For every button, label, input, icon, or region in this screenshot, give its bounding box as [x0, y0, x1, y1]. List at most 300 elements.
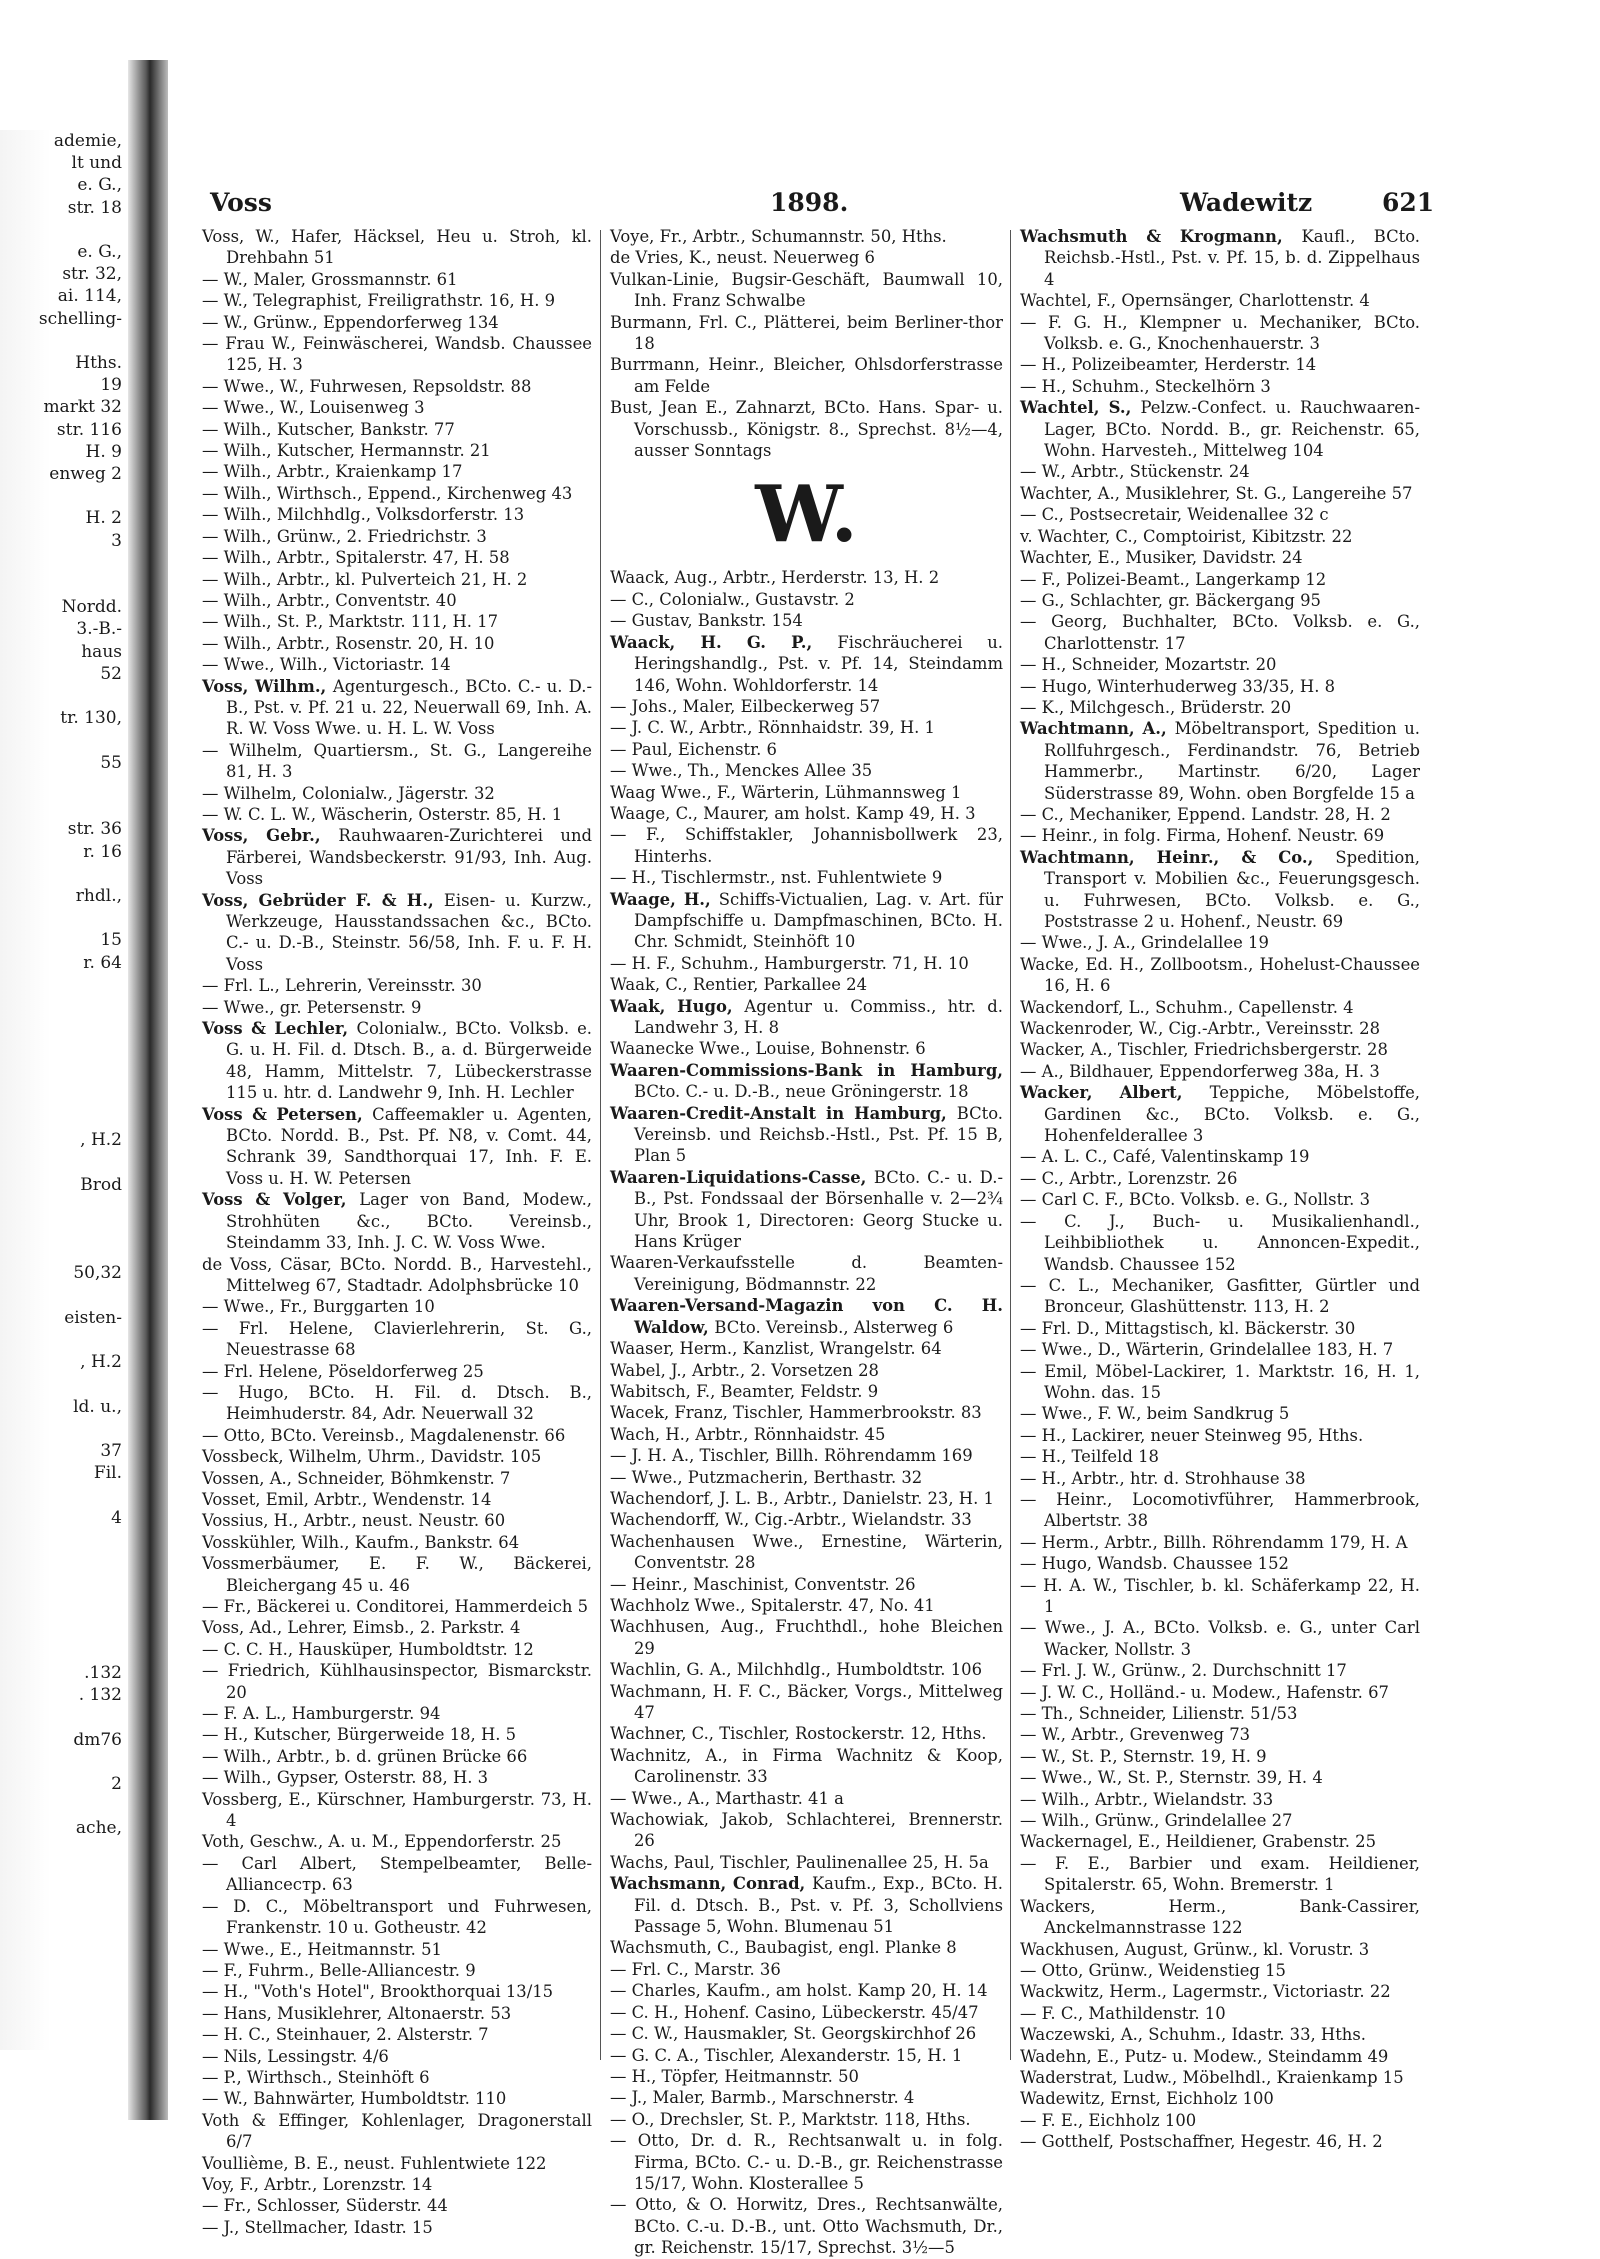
margin-fragment: ld. u.,	[73, 1396, 122, 1417]
entry-text: — H., Kutscher, Bürgerweide 18, H. 5	[202, 1725, 517, 1745]
margin-fragment	[0, 1196, 128, 1218]
directory-entry	[202, 226, 592, 269]
margin-fragment: eisten-	[64, 1307, 122, 1328]
entry-text: Voss, Ad., Lehrer, Eimsb., 2. Parkstr. 4	[202, 1618, 521, 1638]
directory-entry	[1020, 354, 1420, 375]
directory-entry	[1020, 1318, 1420, 1339]
entry-text: — F., Polizei-Beamt., Langerkamp 12	[1020, 569, 1327, 589]
entry-text: — H. F., Schuhm., Hamburgerstr. 71, H. 10	[610, 953, 969, 973]
entry-text: — Wilh., Gypser, Osterstr. 88, H. 3	[202, 1768, 489, 1788]
directory-entry	[1020, 483, 1420, 504]
directory-entry	[610, 1980, 1003, 2001]
margin-fragment: 52	[100, 663, 122, 684]
directory-entry	[610, 312, 1003, 355]
directory-entry	[1020, 847, 1420, 933]
directory-entry	[610, 739, 1003, 760]
entry-text: — Wilhelm, Colonialw., Jägerstr. 32	[202, 783, 495, 803]
book-gutter	[128, 60, 168, 2120]
entry-text: — J. H. A., Tischler, Billh. Röhrendamm 169	[610, 1446, 973, 1466]
directory-entry	[202, 2174, 592, 2195]
section-letter: W.	[755, 469, 858, 561]
directory-entry	[202, 654, 592, 675]
directory-entry	[610, 1360, 1003, 1381]
directory-entry	[610, 1873, 1003, 1937]
directory-entry	[1020, 697, 1420, 718]
entry-text: — Wilh., Arbtr., Rosenstr. 20, H. 10	[202, 633, 495, 653]
entry-text: — H., Schneider, Mozartstr. 20	[1020, 655, 1277, 675]
entry-head: Waaren-Liquidations-Casse,	[610, 1167, 874, 1187]
directory-page	[190, 130, 1435, 2258]
directory-entry	[202, 825, 592, 889]
margin-fragment: 50,32	[73, 1263, 122, 1284]
entry-text: Vossen, A., Schneider, Böhmkenstr. 7	[202, 1468, 511, 1488]
margin-fragment	[0, 774, 128, 796]
entry-text: — C., Mechaniker, Eppend. Landstr. 28, H. 2	[1020, 804, 1391, 824]
entry-text: Wachs, Paul, Tischler, Paulinenallee 25, H. 5a	[610, 1852, 989, 1872]
directory-entry	[1020, 1617, 1420, 1660]
entry-text: Waaren-Verkaufsstelle d. Beamten-Vereinigung, Bödmannstr. 22	[610, 1253, 1003, 1294]
entry-text: — J. W. C., Holländ.- u. Modew., Hafenstr. 67	[1020, 1682, 1389, 1702]
entry-text: Colonialw., BCto. Volksb. e. G. u. H. Fil. d. Dtsch. B., a. d. Bürgerweide 48, Hamm, Mittelstr. 7, Lübeckerstrasse 115 u. htr. d. Landwehr 9, Inh. H. Lechler	[226, 1019, 592, 1103]
entry-head: Voss & Volger,	[202, 1190, 360, 1210]
entry-text: — P., Wirthsch., Steinhöft 6	[202, 2067, 430, 2087]
directory-entry	[202, 290, 592, 311]
margin-fragment	[0, 1063, 128, 1085]
directory-entry	[610, 1445, 1003, 1466]
entry-text: Burmann, Frl. C., Plätterei, beim Berliner-thor 18	[610, 312, 1003, 354]
entry-text: Wackernagel, E., Heildiener, Grabenstr. 25	[1020, 1832, 1376, 1852]
entry-text: BCto. Vereinsb. und Reichsb.-Hstl., Pst. Pf. 15 B, Plan 5	[634, 1103, 1003, 1166]
directory-entry	[610, 974, 1003, 995]
entry-text: — A., Bildhauer, Eppendorferweg 38a, H. 3	[1020, 1061, 1380, 1081]
entry-text: — C. J., Buch- u. Musikalienhandl., Leihbibliothek u. Annoncen-Expedit., Wandsb. Chaussee 152	[1020, 1211, 1420, 1274]
entry-text: Wachnitz, A., in Firma Wachnitz & Koop, Carolinenstr. 33	[610, 1745, 1003, 1787]
entry-text: de Vries, K., neust. Neuerweg 6	[610, 248, 875, 268]
entry-text: Waczewski, A., Schuhm., Idastr. 33, Hths.	[1020, 2025, 1366, 2045]
entry-text: Pelzw.-Confect. u. Rauchwaaren-Lager, BCto. Nordd. B., gr. Reichenstr. 65, Wohn. Harvesteh., Mittelweg 104	[1044, 398, 1420, 461]
entry-text: — F. C., Mathildenstr. 10	[1020, 2003, 1226, 2023]
directory-entry	[202, 312, 592, 333]
entry-text: — H., Arbtr., htr. d. Strohhause 38	[1020, 1468, 1306, 1488]
directory-entry	[610, 1252, 1003, 1295]
directory-entry	[202, 1660, 592, 1703]
directory-entry	[202, 376, 592, 397]
entry-text: — J., Stellmacher, Idastr. 15	[202, 2217, 433, 2237]
entry-text: — Charles, Kaufm., am holst. Kamp 20, H. 14	[610, 1981, 988, 2001]
entry-text: v. Wachter, C., Comptoirist, Kibitzstr. 22	[1020, 526, 1353, 546]
entry-text: — Wilh., Kutscher, Hermannstr. 21	[202, 441, 491, 461]
directory-entry	[610, 397, 1003, 461]
margin-fragment	[0, 1373, 128, 1395]
margin-fragment	[0, 796, 128, 818]
margin-fragment: str. 116	[56, 419, 122, 440]
directory-entry	[610, 1060, 1003, 1103]
directory-entry	[1020, 1146, 1420, 1167]
directory-entry	[202, 1318, 592, 1361]
running-head-right: Wadewitz	[1180, 188, 1313, 217]
directory-entry	[202, 804, 592, 825]
column-divider	[600, 230, 601, 2060]
directory-entry	[202, 1361, 592, 1382]
entry-text: Teppiche, Möbelstoffe, Gardinen &c., BCto. Volksb. e. G., Hohenfelderallee 3	[1044, 1083, 1420, 1146]
entry-text: — J., Maler, Barmb., Marschnerstr. 4	[610, 2088, 915, 2108]
margin-fragment: 2	[111, 1774, 122, 1795]
margin-fragment: r. 16	[83, 841, 122, 862]
directory-entry	[1020, 1532, 1420, 1553]
entry-text: — Otto, BCto. Vereinsb., Magdalenenstr. 66	[202, 1425, 566, 1445]
directory-entry	[1020, 1553, 1420, 1574]
entry-text: Wabitsch, F., Beamter, Feldstr. 9	[610, 1381, 879, 1401]
margin-fragment	[0, 685, 128, 707]
directory-entry	[202, 1853, 592, 1896]
directory-entry	[1020, 1960, 1420, 1981]
directory-entry	[1020, 1189, 1420, 1210]
entry-text: Agenturgesch., BCto. C.- u. D.-B., Pst. v. Pf. 21 u. 22, Neuerwall 69, Inh. A. R. W. Voss Wwe. u. H. L. W. Voss	[226, 676, 592, 739]
entry-text: — Frl. C., Marstr. 36	[610, 1959, 781, 1979]
directory-entry	[1020, 1767, 1420, 1788]
directory-entry	[610, 1167, 1003, 1253]
entry-text: — Wwe., W., St. P., Sternstr. 39, H. 4	[1020, 1768, 1323, 1788]
margin-fragment	[0, 907, 128, 929]
directory-entry	[202, 569, 592, 590]
entry-text: — Carl Albert, Stempelbeamter, Belle-Allianceстр. 63	[202, 1853, 592, 1895]
entry-text: — W., Arbtr., Stückenstr. 24	[1020, 462, 1250, 482]
entry-text: Wachtel, F., Opernsänger, Charlottenstr. 4	[1020, 291, 1370, 311]
directory-entry	[202, 1939, 592, 1960]
directory-entry	[610, 2002, 1003, 2023]
directory-entry	[202, 1596, 592, 1617]
margin-fragment: lt und	[71, 153, 122, 174]
margin-fragment	[0, 729, 128, 751]
directory-entry	[1020, 825, 1420, 846]
margin-fragment: 3.-B.-	[76, 619, 122, 640]
directory-entry	[1020, 1831, 1420, 1852]
margin-fragment: str. 18	[67, 197, 122, 218]
directory-entry	[202, 1724, 592, 1745]
margin-fragment: Fil.	[93, 1463, 122, 1484]
entry-text: — Frl. Helene, Pöseldorferweg 25	[202, 1361, 484, 1381]
margin-fragment	[0, 552, 128, 574]
entry-text: — H. A. W., Tischler, b. kl. Schäferkamp 22, H. 1	[1020, 1575, 1420, 1616]
directory-entry	[1020, 1660, 1420, 1681]
entry-text: Wackers, Herm., Bank-Cassirer, Anckelmannstrasse 122	[1020, 1896, 1420, 1938]
entry-text: — H. C., Steinhauer, 2. Alsterstr. 7	[202, 2025, 489, 2045]
entry-text: Eisen- u. Kurzw., Werkzeuge, Hausstandssachen &c., BCto. C.- u. D.-B., Steinstr. 56/58, Inh. F. u. F. H. Voss	[226, 890, 593, 974]
margin-fragment: dm76	[73, 1729, 122, 1750]
entry-text: — Otto, Grünw., Weidenstieg 15	[1020, 1960, 1286, 1980]
directory-entry	[1020, 2024, 1420, 2045]
directory-entry	[610, 567, 1003, 588]
directory-entry	[610, 610, 1003, 631]
entry-text: — W., Grünw., Eppendorferweg 134	[202, 312, 499, 332]
directory-entry	[202, 997, 592, 1018]
entry-text: Burrmann, Heinr., Bleicher, Ohlsdorferstrasse am Felde	[610, 355, 1003, 396]
margin-fragment	[0, 974, 128, 996]
entry-text: — H., Tischlermstr., nst. Fuhlentwiete 9	[610, 868, 943, 888]
entry-text: — H., Schuhm., Steckelhörn 3	[1020, 376, 1271, 396]
entry-text: — Heinr., Maschinist, Conventstr. 26	[610, 1574, 916, 1594]
directory-entry	[1020, 569, 1420, 590]
directory-entry	[202, 1296, 592, 1317]
directory-entry	[1020, 718, 1420, 804]
margin-fragment	[0, 1840, 128, 1862]
entry-text: Wachholz Wwe., Spitalerstr. 47, No. 41	[610, 1595, 935, 1615]
entry-text: Spedition, Transport v. Mobilien &c., Feuerungsgesch. u. Fuhrwesen, BCto. Volksb. e. G., Poststrasse 2 u. Hohenf., Neustr. 69	[1044, 847, 1420, 931]
directory-entry	[1020, 547, 1420, 568]
entry-head: Wachtel, S.,	[1020, 398, 1141, 418]
margin-fragment: . 132	[78, 1685, 122, 1706]
entry-text: Vossberg, E., Kürschner, Hamburgerstr. 73, H. 4	[202, 1789, 592, 1831]
directory-entry	[610, 354, 1003, 397]
margin-fragment: H. 9	[85, 441, 122, 462]
margin-fragment	[0, 485, 128, 507]
entry-text: — Otto, & O. Horwitz, Dres., Rechtsanwälte, BCto. C.-u. D.-B., unt. Otto Wachsmuth, Dr., gr. Reichenstr. 15/17, Sprechst. 3½—5	[610, 2195, 1003, 2258]
margin-fragment: enweg 2	[49, 464, 122, 485]
directory-entry	[610, 1852, 1003, 1873]
entry-text: — H., Lackirer, neuer Steinweg 95, Hths.	[1020, 1425, 1364, 1445]
entry-text: — W., Telegraphist, Freiligrathstr. 16, H. 9	[202, 291, 556, 311]
directory-entry	[610, 824, 1003, 867]
margin-fragment: 15	[100, 930, 122, 951]
margin-fragment: 37	[100, 1440, 122, 1461]
directory-entry	[1020, 1896, 1420, 1939]
entry-text: — Hans, Musiklehrer, Altonaerstr. 53	[202, 2003, 512, 2023]
directory-entry	[610, 226, 1003, 247]
entry-text: — Wilh., Arbtr., Wielandstr. 33	[1020, 1789, 1274, 1809]
entry-text: Waanecke Wwe., Louise, Bohnenstr. 6	[610, 1039, 926, 1059]
margin-fragment: markt 32	[43, 397, 122, 418]
directory-entry	[202, 590, 592, 611]
entry-text: — Wilh., Kutscher, Bankstr. 77	[202, 419, 455, 439]
directory-entry	[1020, 954, 1420, 997]
directory-entry	[610, 1681, 1003, 1724]
entry-text: — Wilh., Grünw., Grindelallee 27	[1020, 1811, 1293, 1831]
margin-fragment: 55	[100, 752, 122, 773]
directory-entry	[610, 1937, 1003, 1958]
entry-head: Waage, H.,	[610, 889, 719, 909]
directory-entry	[1020, 1853, 1420, 1896]
directory-entry	[202, 1018, 592, 1104]
entry-text: — W., Bahnwärter, Humboldtstr. 110	[202, 2089, 507, 2109]
entry-text: — F., Schiffstakler, Johannisbollwerk 23, Hinterhs.	[610, 825, 1003, 866]
entry-text: — Paul, Eichenstr. 6	[610, 739, 777, 759]
directory-entry	[202, 1425, 592, 1446]
directory-entry	[1020, 1575, 1420, 1618]
margin-fragment: Nordd.	[61, 597, 122, 618]
directory-entry	[202, 461, 592, 482]
entry-text: — Frl. D., Mittagstisch, kl. Bäckerstr. 30	[1020, 1318, 1356, 1338]
directory-entry	[610, 2194, 1003, 2258]
directory-entry	[202, 783, 592, 804]
directory-entry	[1020, 397, 1420, 461]
entry-text: Waage, C., Maurer, am holst. Kamp 49, H. 3	[610, 803, 976, 823]
entry-head: Voss & Petersen,	[202, 1104, 373, 1124]
entry-text: — Wilh., St. P., Marktstr. 111, H. 17	[202, 612, 499, 632]
entry-text: Vossius, H., Arbtr., neust. Neustr. 60	[202, 1511, 506, 1531]
directory-entry	[1020, 932, 1420, 953]
directory-entry	[1020, 1082, 1420, 1146]
directory-entry	[610, 953, 1003, 974]
entry-text: BCto. C.- u. D.-B., Pst. Fondssaal der Börsenhalle v. 2—2¾ Uhr, Brook 1, Directoren: Georg Stucke u. Hans Krüger	[634, 1167, 1003, 1252]
entry-head: Voss, Wilhm.,	[202, 676, 333, 696]
directory-entry	[610, 1659, 1003, 1680]
directory-entry	[1020, 1981, 1420, 2002]
directory-entry	[610, 889, 1003, 953]
entry-text: — Fr., Schlosser, Süderstr. 44	[202, 2196, 448, 2216]
directory-entry	[610, 1531, 1003, 1574]
margin-fragment	[0, 863, 128, 885]
directory-entry	[610, 717, 1003, 738]
entry-text: — Wilh., Wirthsch., Eppend., Kirchenweg 43	[202, 483, 573, 503]
directory-entry	[1020, 654, 1420, 675]
margin-fragment: e. G.,	[77, 242, 122, 263]
entry-text: Wach, H., Arbtr., Rönnhaidstr. 45	[610, 1424, 886, 1444]
directory-entry	[610, 1488, 1003, 1509]
entry-text: Wachhusen, Aug., Fruchthdl., hohe Bleichen 29	[610, 1617, 1003, 1658]
entry-text: Wachner, C., Tischler, Rostockerstr. 12, Hths.	[610, 1724, 987, 1744]
entry-text: Vosset, Emil, Arbtr., Wendenstr. 14	[202, 1489, 492, 1509]
entry-text: — D. C., Möbeltransport und Fuhrwesen, Frankenstr. 10 u. Gotheustr. 42	[202, 1896, 592, 1938]
entry-text: — Wilh., Grünw., 2. Friedrichstr. 3	[202, 526, 487, 546]
entry-text: — Frau W., Feinwäscherei, Wandsb. Chaussee 125, H. 3	[202, 334, 592, 375]
entry-text: — Wwe., Th., Menckes Allee 35	[610, 761, 873, 781]
directory-entry	[1020, 1425, 1420, 1446]
entry-text: Rauhwaaren-Zurichterei und Färberei, Wandsbeckerstr. 91/93, Inh. Aug. Voss	[226, 826, 592, 889]
entry-text: Wacek, Franz, Tischler, Hammerbrookstr. 83	[610, 1403, 982, 1423]
margin-fragment	[0, 1551, 128, 1573]
directory-entry	[202, 333, 592, 376]
margin-fragment: haus	[81, 641, 122, 662]
entry-head: Voss & Lechler,	[202, 1019, 357, 1039]
directory-entry	[202, 1746, 592, 1767]
entry-text: — H., Töpfer, Heitmannstr. 50	[610, 2066, 859, 2086]
entry-text: — Wwe., J. A., BCto. Volksb. e. G., unter Carl Wacker, Nollstr. 3	[1020, 1618, 1420, 1659]
entry-text: — Otto, Dr. d. R., Rechtsanwalt u. in folg. Firma, BCto. C.- u. D.-B., gr. Reichenstrasse 15/17, Wohn. Klosterallee 5	[610, 2131, 1003, 2193]
directory-entry	[202, 1960, 592, 1981]
directory-entry	[1020, 997, 1420, 1018]
directory-entry	[610, 996, 1003, 1039]
directory-entry	[610, 1595, 1003, 1616]
entry-text: — Wilhelm, Quartiersm., St. G., Langereihe 81, H. 3	[202, 740, 592, 782]
entry-text: — H., "Voth's Hotel", Brookthorquai 13/15	[202, 1982, 554, 2002]
directory-entry	[1020, 1275, 1420, 1318]
directory-entry	[1020, 1446, 1420, 1467]
directory-entry	[1020, 290, 1420, 311]
directory-entry	[202, 633, 592, 654]
directory-entry	[610, 1788, 1003, 1809]
entry-text: Wadewitz, Ernst, Eichholz 100	[1020, 2089, 1274, 2109]
entry-text: — F. E., Eichholz 100	[1020, 2110, 1197, 2130]
directory-entry	[610, 1809, 1003, 1852]
entry-text: Voss, W., Hafer, Häcksel, Heu u. Stroh, kl. Drehbahn 51	[202, 227, 592, 268]
entry-text: Wadehn, E., Putz- u. Modew., Steindamm 49	[1020, 2046, 1389, 2066]
margin-fragment	[0, 1018, 128, 1040]
margin-fragment	[0, 330, 128, 352]
entry-text: — Wilh., Arbtr., Spitalerstr. 47, H. 58	[202, 548, 510, 568]
column-1	[202, 226, 592, 2238]
directory-entry	[202, 526, 592, 547]
directory-entry	[1020, 1168, 1420, 1189]
directory-entry	[202, 1446, 592, 1467]
directory-entry	[202, 2088, 592, 2109]
directory-entry	[610, 589, 1003, 610]
entry-text: Waaser, Herm., Kanzlist, Wrangelstr. 64	[610, 1339, 942, 1359]
directory-entry	[1020, 2088, 1420, 2109]
directory-entry	[202, 740, 592, 783]
entry-text: Vossbeck, Wilhelm, Uhrm., Davidstr. 105	[202, 1447, 542, 1467]
directory-entry	[610, 2066, 1003, 2087]
entry-head: Wachtmann, Heinr., & Co.,	[1020, 847, 1336, 867]
entry-text: — Wwe., J. A., Grindelallee 19	[1020, 933, 1269, 953]
margin-fragment	[0, 1418, 128, 1440]
entry-text: — Herm., Arbtr., Billh. Röhrendamm 179, H. A	[1020, 1532, 1408, 1552]
margin-fragment	[0, 1285, 128, 1307]
entry-head: Wachsmuth & Krogmann,	[1020, 227, 1302, 246]
entry-text: Waack, Aug., Arbtr., Herderstr. 13, H. 2	[610, 568, 940, 588]
directory-entry	[202, 1489, 592, 1510]
entry-text: — Wilh., Arbtr., Kraienkamp 17	[202, 462, 463, 482]
margin-fragment	[0, 1595, 128, 1617]
entry-text: Fischräucherei u. Heringshandlg., Pst. v. Pf. 14, Steindamm 146, Wohn. Wohldorferstr. 14	[634, 632, 1003, 695]
margin-fragment	[0, 1240, 128, 1262]
directory-entry	[610, 1616, 1003, 1659]
column-3	[1020, 226, 1420, 2153]
directory-entry	[202, 2046, 592, 2067]
entry-head: Waack, H. G. P.,	[610, 632, 838, 652]
entry-text: Wacker, A., Tischler, Friedrichsbergerstr. 28	[1020, 1040, 1388, 1060]
entry-text: — G., Schlachter, gr. Bäckergang 95	[1020, 590, 1321, 610]
entry-text: Wachsmuth, C., Baubagist, engl. Planke 8	[610, 1938, 957, 1958]
entry-text: Voye, Fr., Arbtr., Schumannstr. 50, Hths.	[610, 227, 947, 246]
margin-fragment: , H.2	[80, 1352, 122, 1373]
directory-entry	[610, 1381, 1003, 1402]
margin-fragment: schelling-	[38, 308, 122, 329]
margin-fragment	[0, 1640, 128, 1662]
entry-head: Waaren-Commissions-Bank in Hamburg,	[610, 1060, 1003, 1080]
entry-text: — Johs., Maler, Eilbeckerweg 57	[610, 696, 881, 716]
entry-text: — Heinr., in folg. Firma, Hohenf. Neustr. 69	[1020, 826, 1385, 846]
entry-text: — C. H., Hohenf. Casino, Lübeckerstr. 45/47	[610, 2002, 979, 2022]
margin-fragment	[0, 574, 128, 596]
margin-fragment	[0, 1329, 128, 1351]
directory-entry	[610, 1723, 1003, 1744]
directory-entry	[610, 782, 1003, 803]
directory-entry	[202, 1104, 592, 1190]
entry-text: — W., Maler, Grossmannstr. 61	[202, 269, 458, 289]
entry-text: Wachmann, H. F. C., Bäcker, Vorgs., Mittelweg 47	[610, 1681, 1003, 1722]
directory-entry	[610, 2045, 1003, 2066]
directory-entry	[1020, 312, 1420, 355]
entry-text: — Wwe., Fr., Burggarten 10	[202, 1297, 435, 1317]
margin-fragment	[0, 1529, 128, 1551]
directory-entry	[202, 1254, 592, 1297]
entry-text: Voullième, B. E., neust. Fuhlentwiete 122	[202, 2153, 547, 2173]
margin-fragment: 19	[100, 375, 122, 396]
margin-fragment	[0, 1706, 128, 1728]
margin-fragment: e. G.,	[77, 175, 122, 196]
entry-text: — W. C. L. W., Wäscherin, Osterstr. 85, H. 1	[202, 804, 563, 824]
margin-fragment	[0, 1107, 128, 1129]
directory-entry	[610, 1424, 1003, 1445]
entry-text: — Friedrich, Kühlhausinspector, Bismarckstr. 20	[202, 1661, 592, 1702]
entry-text: — F. E., Barbier und exam. Heildiener, Spitalerstr. 65, Wohn. Bremerstr. 1	[1020, 1853, 1420, 1895]
directory-entry	[202, 1468, 592, 1489]
entry-text: Kaufl., BCto. Reichsb.-Hstl., Pst. v. Pf. 15, b. d. Zippelhaus 4	[1044, 227, 1421, 289]
entry-head: Waak, Hugo,	[610, 996, 745, 1016]
entry-text: — C., Arbtr., Lorenzstr. 26	[1020, 1168, 1238, 1188]
entry-text: Wacke, Ed. H., Zollbootsm., Hohelust-Chaussee 16, H. 6	[1020, 954, 1420, 996]
entry-text: — K., Milchgesch., Brüderstr. 20	[1020, 697, 1292, 717]
